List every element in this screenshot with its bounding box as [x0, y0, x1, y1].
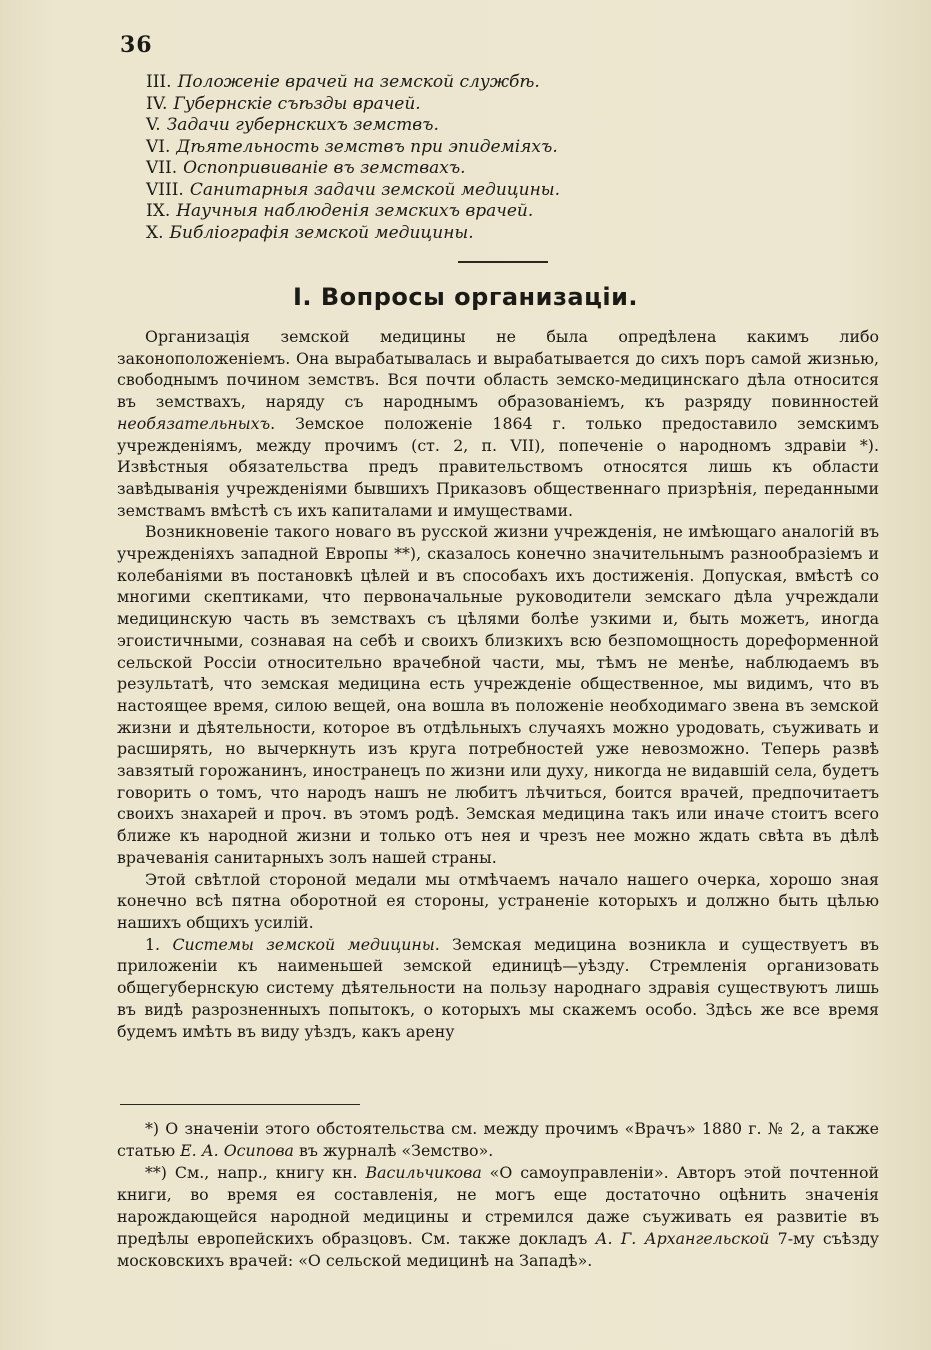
emphasis-text: Системы земской медицины	[172, 934, 435, 954]
toc-item-title: Губернскiе съѣзды врачей.	[173, 93, 421, 114]
footnote-text: въ журналѣ «Земство».	[293, 1141, 494, 1160]
toc-item-number: X.	[146, 222, 164, 243]
footnote-text: *) О значенiи этого обстоятельства см. между прочимъ «Врачъ» 1880 г. № 2, а также статью	[117, 1119, 879, 1160]
footnote	[117, 1118, 879, 1162]
toc-item-number: VIII.	[146, 179, 184, 200]
paragraph	[117, 326, 879, 521]
table-of-contents	[146, 72, 746, 244]
toc-item	[146, 115, 746, 137]
toc-item	[146, 180, 746, 202]
emphasis-text: А. Г. Архангельской	[595, 1229, 770, 1248]
paragraph: Возникновенiе такого новаго въ русской жизни учрежденiя, не имѣющаго аналогiй въ учрежденiяхъ западной Европы **), сказалось конечно значительнымъ разнообразiемъ и колебанiями въ постановкѣ цѣлей и въ способахъ ихъ достиженiя. Допуская, вмѣстѣ со многими скептиками, что первоначальные руководители земскаго дѣла учреждали медицинскую часть въ земствахъ съ цѣлями болѣе узкими и, быть можетъ, иногда эгоистичными, сознавая на себѣ и своихъ близкихъ всю безпомощность дореформенной сельской Россiи относительно врачебной части, мы, тѣмъ не менѣе, наблюдаемъ въ результатѣ, что земская медицина есть учрежденiе общественное, мы видимъ, что въ настоящее время, силою вещей, она вошла въ положенiе необходимаго звена въ земской жизни и дѣятельности, которое въ отдѣльныхъ случаяхъ можно уродовать, съуживать и расширять, но вычеркнуть изъ круга потребностей уже невозможно. Теперь развѣ завзятый горожанинъ, иностранецъ по жизни или духу, никогда не видавшiй села, будетъ говорить о томъ, что народъ нашъ не любитъ лѣчиться, боится врачей, предпочитаетъ своихъ знахарей и проч. въ этомъ родѣ. Земская медицина такъ или иначе стоитъ всего ближе къ народной жизни и только отъ нея и чрезъ нее можно ждать свѣта въ дѣлѣ врачеванiя санитарныхъ золъ нашей страны.	[117, 522, 879, 867]
emphasis-text: Е. А. Осипова	[180, 1141, 294, 1160]
toc-item-number: IX.	[146, 201, 171, 221]
toc-item	[146, 72, 746, 94]
toc-item	[146, 223, 746, 245]
footnote-text: **) См., напр., книгу кн.	[145, 1163, 366, 1182]
toc-item-title: Библiографiя земской медицины.	[169, 222, 474, 243]
footnotes	[117, 1118, 879, 1272]
paragraph-text: . Земская медицина возникла и существуетъ въ приложенiи къ наименьшей земской единицѣ—уѣзду. Стремленiя организовать общегубернскую систему дѣятельности на пользу народнаго здравiя существуютъ лишь въ видѣ разрозненныхъ попытокъ, о которыхъ мы скажемъ особо. Здѣсь же все время будемъ имѣть въ виду уѣздъ, какъ арену	[117, 934, 879, 1041]
toc-item	[146, 137, 746, 159]
section-divider	[458, 261, 548, 263]
toc-item-title: Задачи губернскихъ земствъ.	[166, 115, 439, 135]
emphasis-text: Васильчикова	[365, 1163, 482, 1182]
paragraph: Этой свѣтлой стороной медали мы отмѣчаемъ начало нашего очерка, хорошо зная конечно всѣ пятна оборотной ея стороны, устраненiе которыхъ и должно быть цѣлью нашихъ общихъ усилiй.	[117, 869, 879, 932]
paragraph-number: 1.	[145, 934, 173, 954]
toc-item-title: Дѣятельность земствъ при эпидемiяхъ.	[176, 136, 558, 157]
paragraph-text: Организацiя земской медицины не была опредѣлена какимъ либо законоположенiемъ. Она вырабатывалась и вырабатывается до сихъ поръ самой жизнью, свободнымъ почином земствъ. Вся почти область земско-медицинскаго дѣла относится въ земствахъ, наряду съ народнымъ образованiемъ, къ разряду повинностей	[117, 327, 879, 412]
footnote-text: 7-му съѣзду московскихъ врачей: «О сельской медицинѣ на Западѣ».	[117, 1229, 879, 1270]
body-text	[117, 326, 879, 1042]
toc-item-number: IV.	[146, 93, 168, 114]
toc-item-title: Научныя наблюденiя земскихъ врачей.	[176, 201, 534, 221]
section-heading: I. Вопросы организацiи.	[292, 283, 639, 311]
toc-item	[146, 158, 746, 180]
toc-item-title: Положенiе врачей на земской службѣ.	[177, 72, 540, 92]
toc-item-title: Оспопрививанiе въ земствахъ.	[183, 158, 466, 178]
page-number: 36	[120, 32, 153, 58]
paragraph	[117, 934, 879, 1043]
toc-item	[146, 201, 746, 223]
toc-item-number: VII.	[146, 158, 178, 178]
footnote	[117, 1162, 879, 1272]
toc-item-number: V.	[146, 115, 161, 135]
footnote-separator	[120, 1104, 360, 1105]
paragraph-text: . Земское положенiе 1864 г. только предоставило земскимъ учрежденiямъ, между прочимъ (ст. 2, п. VII), попеченiе о народномъ здравiи *). Извѣстныя обязательства предъ правительствомъ относятся лишь къ области завѣдыванiя учрежденiями бывшихъ Приказовъ общественнаго призрѣнiя, переданными земствамъ вмѣстѣ съ ихъ капиталами и имуществами.	[117, 413, 879, 520]
emphasis-text: необязательныхъ	[117, 413, 271, 433]
footnote-text: «О самоуправленiи». Авторъ этой почтенной книги, во время ея составленiя, не могъ еще достаточно оцѣнить значенiя нарождающейся народной медицины и стремился даже съуживать ея развитiе въ предѣлы европейскихъ образцовъ. См. также докладъ	[117, 1163, 879, 1248]
toc-item-number: VI.	[146, 136, 171, 157]
toc-item-number: III.	[146, 72, 172, 92]
toc-item-title: Санитарныя задачи земской медицины.	[189, 179, 561, 200]
toc-item	[146, 94, 746, 116]
